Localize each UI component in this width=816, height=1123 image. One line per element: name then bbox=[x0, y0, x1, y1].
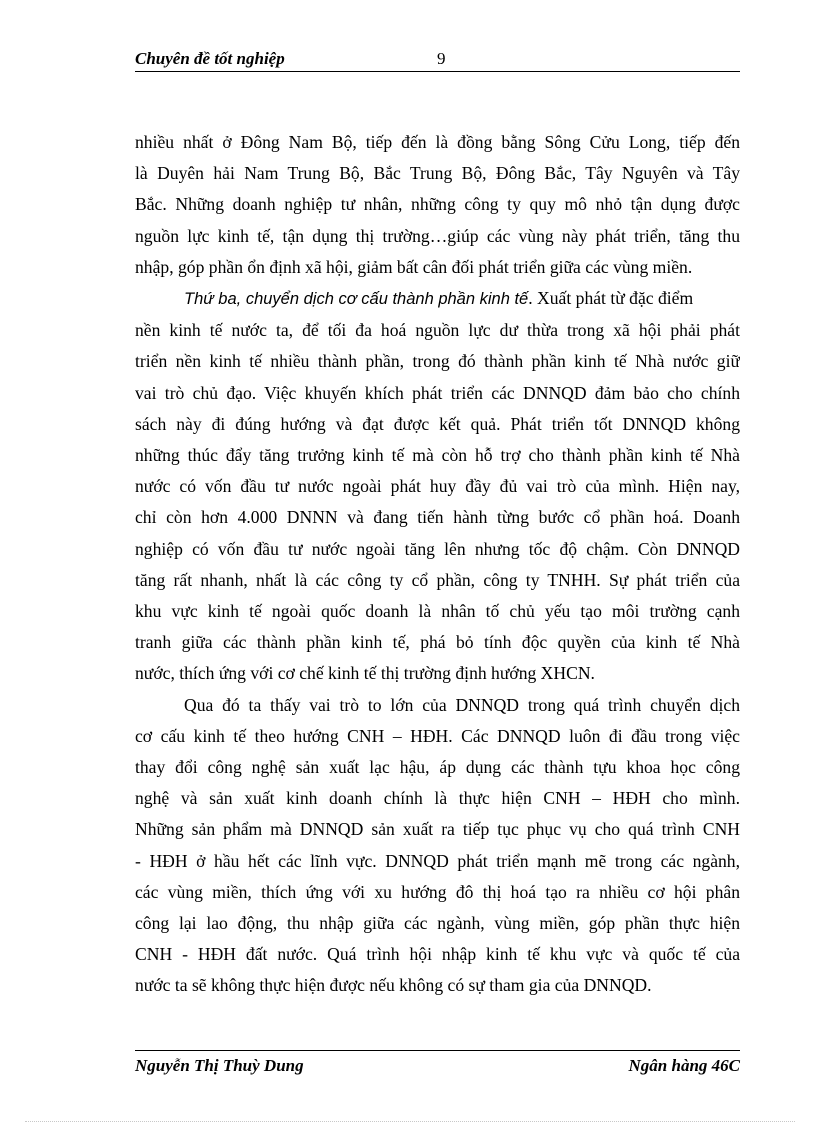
text-line: khu vực kinh tế ngoài quốc doanh là nhân tố chủ yếu tạo môi trường cạnh bbox=[135, 601, 740, 622]
text-fragment: . Xuất phát từ đặc điểm bbox=[528, 288, 694, 309]
text-line: thay đổi công nghệ sản xuất lạc hậu, áp dụng các thành tựu khoa học công bbox=[135, 757, 740, 778]
page-header bbox=[135, 47, 740, 72]
text-line: tăng rất nhanh, nhất là các công ty cổ phần, công ty TNHH. Sự phát triển của bbox=[135, 569, 740, 590]
text-line: nhập, góp phần ổn định xã hội, giảm bất cân đối phát triển giữa các vùng miền. bbox=[135, 256, 693, 277]
italic-heading: Thứ ba, chuyển dịch cơ cấu thành phần kinh tế bbox=[184, 290, 529, 309]
paragraph-2 bbox=[135, 283, 740, 690]
text-line: - HĐH ở hầu hết các lĩnh vực. DNNQD phát triển mạnh mẽ trong các ngành, bbox=[135, 850, 740, 871]
text-line: là Duyên hải Nam Trung Bộ, Bắc Trung Bộ, Đông Bắc, Tây Nguyên và Tây bbox=[135, 163, 740, 184]
text-line: CNH - HĐH đất nước. Quá trình hội nhập kinh tế khu vực và quốc tế của bbox=[135, 944, 740, 965]
text-line: Qua đó ta thấy vai trò to lớn của DNNQD trong quá trình chuyển dịch bbox=[184, 694, 740, 715]
text-line: nghiệp có vốn đầu tư nước ngoài tăng lên nhưng tốc độ chậm. Còn DNNQD bbox=[135, 538, 740, 559]
text-line: nguồn lực kinh tế, tận dụng thị trường…giúp các vùng này phát triển, tăng thu bbox=[135, 225, 740, 246]
footer-author: Nguyễn Thị Thuỳ Dung bbox=[135, 1056, 304, 1075]
footer-class: Ngân hàng 46C bbox=[628, 1056, 740, 1075]
text-line: nền kinh tế nước ta, để tối đa hoá nguồn lực dư thừa trong xã hội phải phát bbox=[135, 320, 740, 341]
page-number: 9 bbox=[437, 49, 446, 68]
text-line: nghệ và sản xuất kinh doanh chính là thực hiện CNH – HĐH cho mình. bbox=[135, 788, 740, 809]
text-line: công lại lao động, thu nhập giữa các ngành, vùng miền, góp phần thực hiện bbox=[135, 913, 740, 934]
text-line: tranh giữa các thành phần kinh tế, phá bỏ tính độc quyền của kinh tế Nhà bbox=[135, 632, 740, 653]
text-line: Bắc. Những doanh nghiệp tư nhân, những công ty quy mô nhỏ tận dụng được bbox=[135, 194, 740, 215]
text-line: nước có vốn đầu tư nước ngoài phát huy đầy đủ vai trò của mình. Hiện nay, bbox=[135, 476, 740, 497]
text-line bbox=[135, 283, 740, 315]
text-line: Những sản phẩm mà DNNQD sản xuất ra tiếp tục phục vụ cho quá trình CNH bbox=[135, 819, 740, 840]
text-line: cơ cấu kinh tế theo hướng CNH – HĐH. Các DNNQD luôn đi đầu trong việc bbox=[135, 725, 740, 746]
text-line: nước, thích ứng với cơ chế kinh tế thị trường định hướng XHCN. bbox=[135, 663, 595, 684]
text-line: sách này đi đúng hướng và đạt được kết quả. Phát triển tốt DNNQD không bbox=[135, 413, 740, 434]
text-line: chỉ còn hơn 4.000 DNNN và đang tiến hành từng bước cổ phần hoá. Doanh bbox=[135, 507, 740, 528]
text-line: những thúc đẩy tăng trưởng kinh tế mà còn hỗ trợ cho thành phần kinh tế Nhà bbox=[135, 445, 740, 466]
text-line: vai trò chủ đạo. Việc khuyến khích phát triển các DNNQD đảm bảo cho chính bbox=[135, 382, 740, 403]
document-body bbox=[135, 127, 740, 1002]
text-line: nước ta sẽ không thực hiện được nếu không có sự tham gia của DNNQD. bbox=[135, 975, 652, 996]
text-line: triển nền kinh tế nhiều thành phần, trong đó thành phần kinh tế Nhà nước giữ bbox=[135, 351, 740, 372]
bottom-dotted-rule bbox=[25, 1121, 795, 1122]
text-line: các vùng miền, thích ứng với xu hướng đô thị hoá tạo ra nhiều cơ hội phân bbox=[135, 881, 740, 902]
page-footer bbox=[135, 1050, 740, 1081]
text-line: nhiều nhất ở Đông Nam Bộ, tiếp đến là đồng bằng Sông Cửu Long, tiếp đến bbox=[135, 132, 740, 152]
header-title: Chuyên đề tốt nghiệp bbox=[135, 49, 285, 68]
paragraph-3 bbox=[135, 690, 740, 1002]
paragraph-1 bbox=[135, 127, 740, 283]
